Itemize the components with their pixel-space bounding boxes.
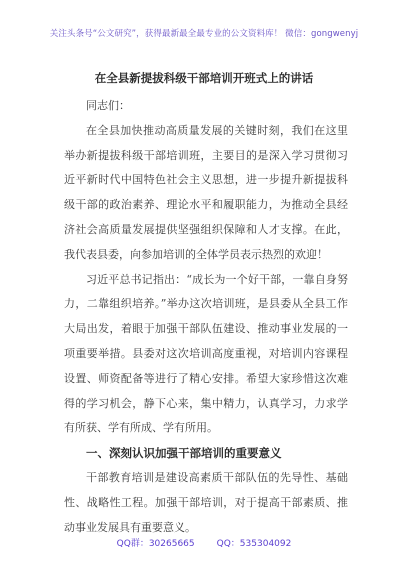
document-title: 在全县新提拔科级干部培训开班式上的讲话	[94, 71, 314, 85]
paragraph-2: 习近平总书记指出：“成长为一个好干部，一靠自身努力，二靠组织培养。”举办这次培训班，是县委从全县工作大局出发，着眼于加强干部队伍建设、推动事业发展的一项重要举措。县委对这次培训高度重视，对培训内容课程设置、师资配备等进行了精心安排。希望大家珍惜这次难得的学习机会，静下心来，集中精力，认真学习，力求学有所获、学有所成、学有所用。	[64, 272, 348, 435]
section-1-paragraph-1: 干部教育培训是建设高素质干部队伍的先导性、基础性、战略性工程。加强干部培训，对于提高干部素质、推动事业发展具有重要意义。	[64, 471, 348, 534]
paragraph-1: 在全县加快推动高质量发展的关键时刻，我们在这里举办新提拔科级干部培训班，主要目的是深入学习贯彻习近平新时代中国特色社会主义思想，进一步提升新提拔科级干部的政治素养、理论水平和履职能力，为推动全县经济社会高质量发展提供坚强组织保障和人才支撑。在此，我代表县委，向参加培训的全体学员表示热烈的欢迎！	[64, 123, 348, 261]
footer-qq: QQ：535304092	[216, 539, 292, 549]
section-heading-1: 一、深刻认识加强干部培训的重要意义	[86, 446, 282, 461]
header-promo-note: 关注头条号“公文研究”，获得最新最全最专业的公文资料库！ 微信：gongwenyj	[49, 29, 359, 39]
footer-qq-group: QQ群：30265665	[116, 539, 195, 549]
document-body	[64, 94, 348, 541]
salutation: 同志们：	[86, 99, 130, 112]
footer-contact	[0, 536, 408, 549]
